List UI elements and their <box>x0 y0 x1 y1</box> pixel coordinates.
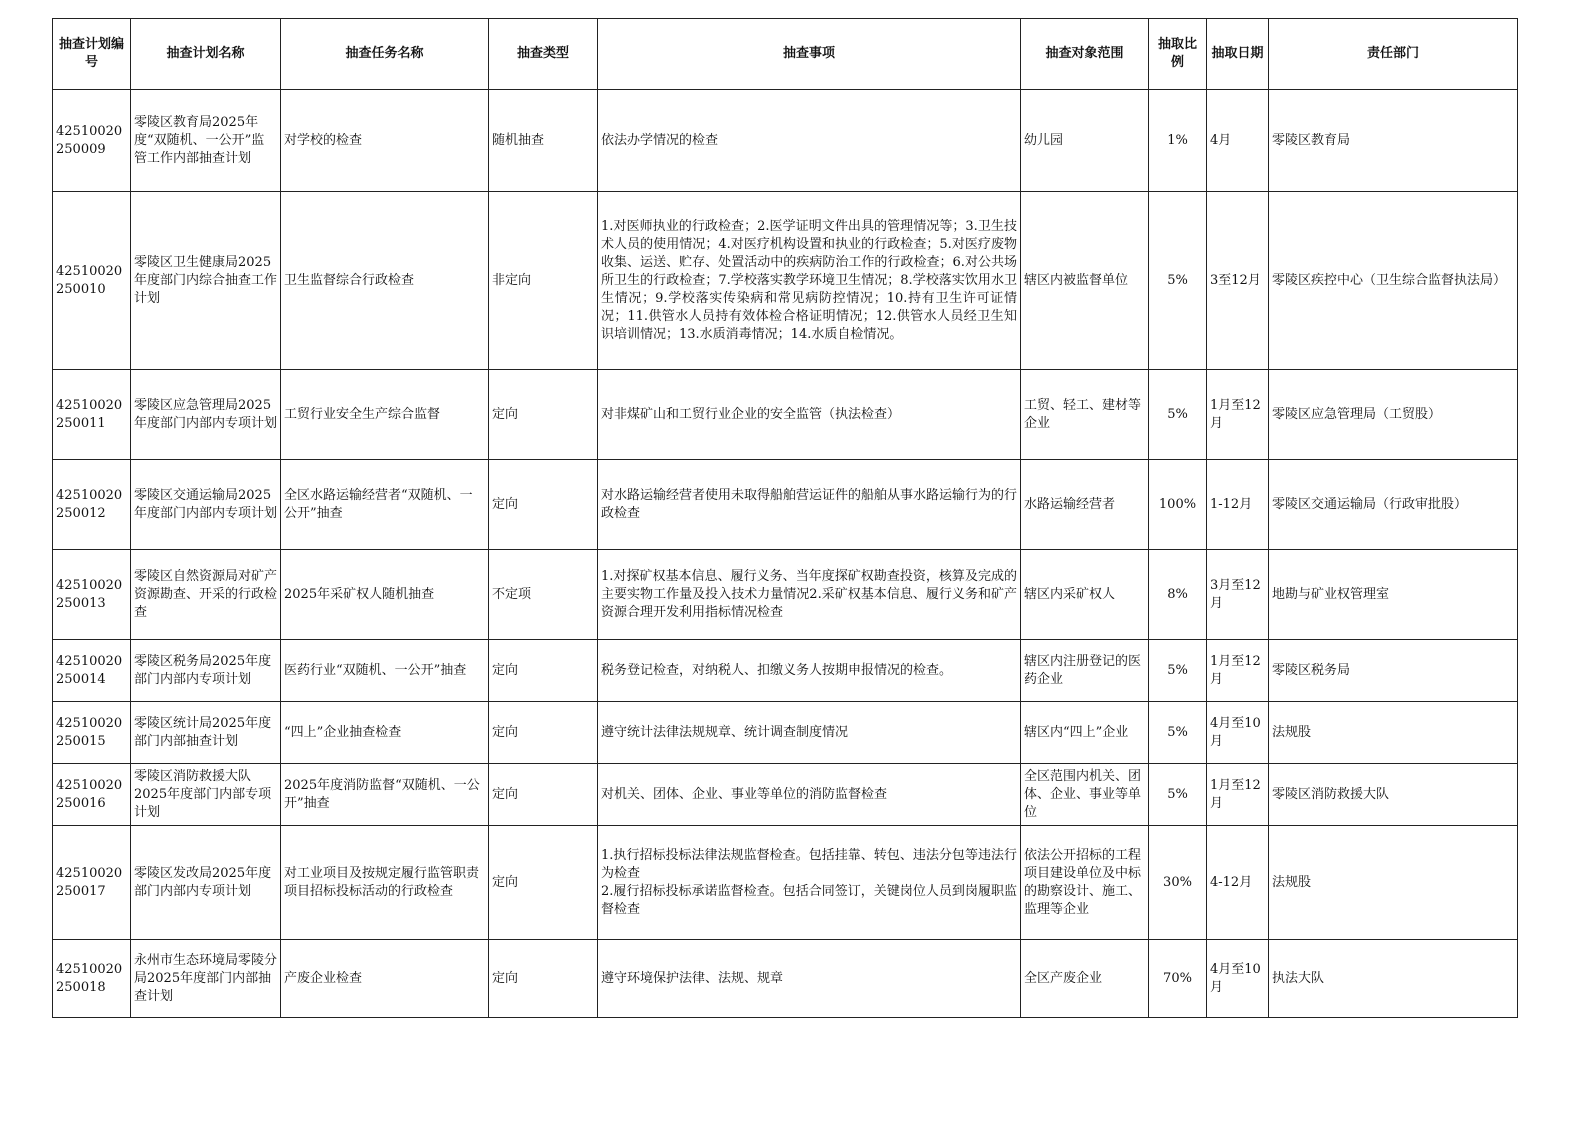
cell-plan-no: 42510020250018 <box>53 940 131 1018</box>
table-row <box>53 90 1518 192</box>
cell-task-name: 卫生监督综合行政检查 <box>281 192 489 370</box>
cell-items: 对水路运输经营者使用未取得船舶营运证件的船舶从事水路运输行为的行政检查 <box>598 460 1021 550</box>
cell-ratio: 1% <box>1149 90 1207 192</box>
header-scope: 抽查对象范围 <box>1021 19 1149 90</box>
cell-dept: 零陵区教育局 <box>1269 90 1518 192</box>
header-ratio: 抽取比例 <box>1149 19 1207 90</box>
cell-plan-no: 42510020250017 <box>53 826 131 940</box>
cell-plan-name: 永州市生态环境局零陵分局2025年度部门内部抽查计划 <box>131 940 281 1018</box>
cell-plan-no: 42510020250013 <box>53 550 131 640</box>
cell-date: 1月至12月 <box>1207 370 1269 460</box>
cell-plan-name: 零陵区交通运输局2025年度部门内部内专项计划 <box>131 460 281 550</box>
cell-scope: 辖区内注册登记的医药企业 <box>1021 640 1149 702</box>
cell-task-name: 全区水路运输经营者“双随机、一公开”抽查 <box>281 460 489 550</box>
table-row <box>53 702 1518 764</box>
cell-items: 遵守统计法律法规规章、统计调查制度情况 <box>598 702 1021 764</box>
cell-scope: 辖区内“四上”企业 <box>1021 702 1149 764</box>
cell-dept: 零陵区应急管理局（工贸股） <box>1269 370 1518 460</box>
cell-items: 1.对医师执业的行政检查；2.医学证明文件出具的管理情况等；3.卫生技术人员的使用情况；4.对医疗机构设置和执业的行政检查；5.对医疗废物收集、运送、贮存、处置活动中的疾病防治工作的行政检查；6.对公共场所卫生的行政检查；7.学校落实教学环境卫生情况；8.学校落实饮用水卫生情况；9.学校落实传染病和常见病防控情况；10.持有卫生许可证情况；11.供管水人员持有效体检合格证明情况；12.供管水人员经卫生知识培训情况；13.水质消毒情况；14.水质自检情况。 <box>598 192 1021 370</box>
cell-type: 定向 <box>489 702 598 764</box>
cell-scope: 辖区内采矿权人 <box>1021 550 1149 640</box>
cell-scope: 辖区内被监督单位 <box>1021 192 1149 370</box>
table-row <box>53 640 1518 702</box>
cell-plan-name: 零陵区教育局2025年度“双随机、一公开”监管工作内部抽查计划 <box>131 90 281 192</box>
cell-ratio: 70% <box>1149 940 1207 1018</box>
inspection-plan-table <box>52 18 1518 1018</box>
cell-date: 3至12月 <box>1207 192 1269 370</box>
cell-task-name: 2025年度消防监督“双随机、一公开”抽查 <box>281 764 489 826</box>
header-task-name: 抽查任务名称 <box>281 19 489 90</box>
cell-items: 税务登记检查，对纳税人、扣缴义务人按期申报情况的检查。 <box>598 640 1021 702</box>
cell-ratio: 100% <box>1149 460 1207 550</box>
cell-scope: 幼儿园 <box>1021 90 1149 192</box>
table-row <box>53 370 1518 460</box>
cell-type: 随机抽查 <box>489 90 598 192</box>
cell-type: 定向 <box>489 940 598 1018</box>
cell-items: 依法办学情况的检查 <box>598 90 1021 192</box>
cell-plan-name: 零陵区应急管理局2025年度部门内部内专项计划 <box>131 370 281 460</box>
cell-date: 1月至12月 <box>1207 640 1269 702</box>
cell-type: 非定向 <box>489 192 598 370</box>
table-header <box>53 19 1518 90</box>
header-plan-name: 抽查计划名称 <box>131 19 281 90</box>
cell-plan-no: 42510020250010 <box>53 192 131 370</box>
cell-items: 1.执行招标投标法律法规监督检查。包括挂靠、转包、违法分包等违法行为检查 2.履行招标投标承诺监督检查。包括合同签订，关键岗位人员到岗履职监督检查 <box>598 826 1021 940</box>
header-items: 抽查事项 <box>598 19 1021 90</box>
cell-plan-no: 42510020250011 <box>53 370 131 460</box>
cell-task-name: “四上”企业抽查检查 <box>281 702 489 764</box>
table-body <box>53 90 1518 1018</box>
cell-date: 4月 <box>1207 90 1269 192</box>
header-type: 抽查类型 <box>489 19 598 90</box>
table-row <box>53 550 1518 640</box>
cell-type: 定向 <box>489 764 598 826</box>
cell-plan-name: 零陵区消防救援大队2025年度部门内部专项计划 <box>131 764 281 826</box>
header-date: 抽取日期 <box>1207 19 1269 90</box>
cell-plan-name: 零陵区税务局2025年度部门内部内专项计划 <box>131 640 281 702</box>
cell-type: 不定项 <box>489 550 598 640</box>
cell-task-name: 2025年采矿权人随机抽查 <box>281 550 489 640</box>
cell-type: 定向 <box>489 460 598 550</box>
cell-task-name: 产废企业检查 <box>281 940 489 1018</box>
cell-date: 4-12月 <box>1207 826 1269 940</box>
cell-ratio: 5% <box>1149 192 1207 370</box>
cell-task-name: 工贸行业安全生产综合监督 <box>281 370 489 460</box>
cell-date: 4月至10月 <box>1207 940 1269 1018</box>
cell-type: 定向 <box>489 370 598 460</box>
cell-scope: 全区范围内机关、团体、企业、事业等单位 <box>1021 764 1149 826</box>
cell-date: 1月至12月 <box>1207 764 1269 826</box>
cell-dept: 地勘与矿业权管理室 <box>1269 550 1518 640</box>
cell-task-name: 对工业项目及按规定履行监管职责项目招标投标活动的行政检查 <box>281 826 489 940</box>
cell-plan-no: 42510020250009 <box>53 90 131 192</box>
cell-items: 对机关、团体、企业、事业等单位的消防监督检查 <box>598 764 1021 826</box>
table-row <box>53 826 1518 940</box>
cell-plan-name: 零陵区卫生健康局2025年度部门内综合抽查工作计划 <box>131 192 281 370</box>
cell-task-name: 医药行业“双随机、一公开”抽查 <box>281 640 489 702</box>
cell-date: 3月至12月 <box>1207 550 1269 640</box>
cell-type: 定向 <box>489 826 598 940</box>
cell-date: 1-12月 <box>1207 460 1269 550</box>
cell-scope: 工贸、轻工、建材等企业 <box>1021 370 1149 460</box>
table-row <box>53 460 1518 550</box>
cell-dept: 法规股 <box>1269 702 1518 764</box>
cell-ratio: 5% <box>1149 702 1207 764</box>
table-row <box>53 192 1518 370</box>
cell-task-name: 对学校的检查 <box>281 90 489 192</box>
cell-dept: 零陵区税务局 <box>1269 640 1518 702</box>
cell-dept: 法规股 <box>1269 826 1518 940</box>
cell-plan-no: 42510020250012 <box>53 460 131 550</box>
cell-dept: 执法大队 <box>1269 940 1518 1018</box>
cell-plan-no: 42510020250014 <box>53 640 131 702</box>
cell-ratio: 5% <box>1149 764 1207 826</box>
cell-ratio: 8% <box>1149 550 1207 640</box>
cell-items: 对非煤矿山和工贸行业企业的安全监管（执法检查） <box>598 370 1021 460</box>
cell-plan-no: 42510020250015 <box>53 702 131 764</box>
header-row <box>53 19 1518 90</box>
cell-scope: 全区产废企业 <box>1021 940 1149 1018</box>
cell-scope: 依法公开招标的工程项目建设单位及中标的勘察设计、施工、监理等企业 <box>1021 826 1149 940</box>
cell-ratio: 5% <box>1149 640 1207 702</box>
table-row <box>53 940 1518 1018</box>
cell-ratio: 5% <box>1149 370 1207 460</box>
header-dept: 责任部门 <box>1269 19 1518 90</box>
cell-ratio: 30% <box>1149 826 1207 940</box>
cell-dept: 零陵区消防救援大队 <box>1269 764 1518 826</box>
cell-scope: 水路运输经营者 <box>1021 460 1149 550</box>
cell-items: 1.对探矿权基本信息、履行义务、当年度探矿权勘查投资，核算及完成的主要实物工作量及投入技术力量情况2.采矿权基本信息、履行义务和矿产资源合理开发利用指标情况检查 <box>598 550 1021 640</box>
cell-date: 4月至10月 <box>1207 702 1269 764</box>
cell-items: 遵守环境保护法律、法规、规章 <box>598 940 1021 1018</box>
cell-plan-no: 42510020250016 <box>53 764 131 826</box>
cell-dept: 零陵区疾控中心（卫生综合监督执法局） <box>1269 192 1518 370</box>
cell-plan-name: 零陵区统计局2025年度部门内部抽查计划 <box>131 702 281 764</box>
table-row <box>53 764 1518 826</box>
cell-type: 定向 <box>489 640 598 702</box>
cell-plan-name: 零陵区发改局2025年度部门内部内专项计划 <box>131 826 281 940</box>
cell-dept: 零陵区交通运输局（行政审批股） <box>1269 460 1518 550</box>
cell-plan-name: 零陵区自然资源局对矿产资源勘查、开采的行政检查 <box>131 550 281 640</box>
header-plan-no: 抽查计划编号 <box>53 19 131 90</box>
